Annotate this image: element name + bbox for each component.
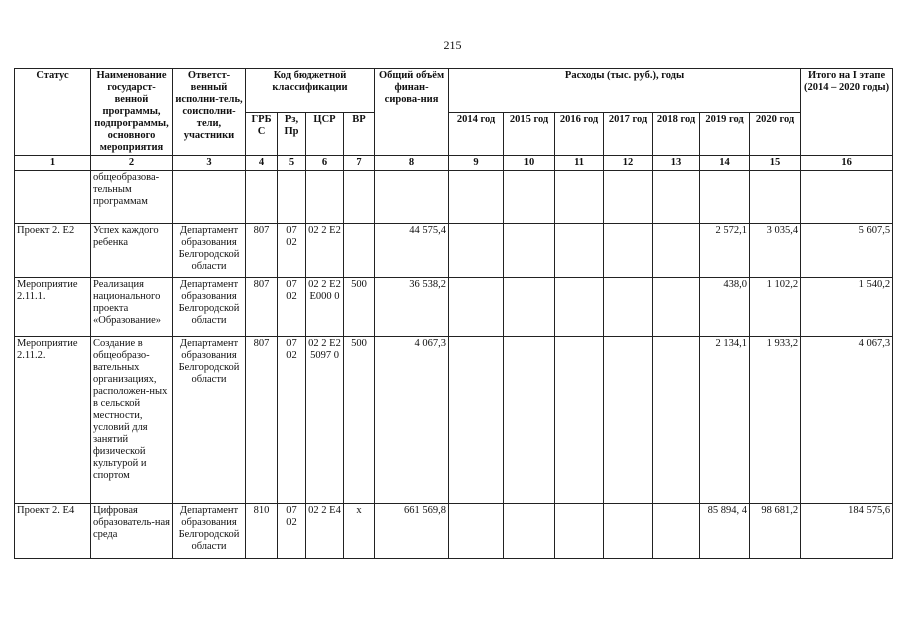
column-number: 6 (306, 156, 344, 171)
header-year: 2020 год (750, 112, 801, 156)
cell-rz-pr: 07 02 (278, 224, 306, 278)
cell-csr: 02 2 Е2 Е000 0 (306, 278, 344, 337)
column-number: 16 (801, 156, 893, 171)
cell-csr: 02 2 Е4 (306, 504, 344, 559)
header-stage-total: Итого на I этапе (2014 – 2020 годы) (801, 69, 893, 156)
cell-name: Создание в общеобразо-вательных организациях, расположен-ных в сельской местности, условий для занятий физической культурой и спортом (91, 337, 173, 504)
cell-2017 (604, 504, 653, 559)
cell-2018 (653, 224, 700, 278)
column-number: 11 (555, 156, 604, 171)
header-total: Общий объём финан-сирова-ния (375, 69, 449, 156)
cell-2017 (604, 224, 653, 278)
column-number: 2 (91, 156, 173, 171)
cell-2020: 1 933,2 (750, 337, 801, 504)
column-number: 1 (15, 156, 91, 171)
table-row-project-e2 (15, 224, 893, 278)
header-year: 2019 год (700, 112, 750, 156)
header-name: Наименование государст-венной программы, подпрограммы, основного мероприятия (91, 69, 173, 156)
cell-total: 661 569,8 (375, 504, 449, 559)
header-row-1 (15, 69, 893, 113)
cell-csr: 02 2 Е2 (306, 224, 344, 278)
cell-2019: 2 572,1 (700, 224, 750, 278)
cell-grbs: 810 (246, 504, 278, 559)
cell-name: Успех каждого ребенка (91, 224, 173, 278)
header-vr: ВР (344, 112, 375, 156)
cell-status: Проект 2. Е4 (15, 504, 91, 559)
cell-2017 (604, 278, 653, 337)
cell-2020: 98 681,2 (750, 504, 801, 559)
cell-status: Проект 2. Е2 (15, 224, 91, 278)
cell-rz-pr: 07 02 (278, 337, 306, 504)
cell-grbs: 807 (246, 224, 278, 278)
cell-2019 (700, 171, 750, 224)
cell-2020: 1 102,2 (750, 278, 801, 337)
cell-total (375, 171, 449, 224)
header-year: 2015 год (504, 112, 555, 156)
cell-2019: 438,0 (700, 278, 750, 337)
column-number: 5 (278, 156, 306, 171)
header-year: 2018 год (653, 112, 700, 156)
cell-csr (306, 171, 344, 224)
header-grbs: ГРБ С (246, 112, 278, 156)
cell-status (15, 171, 91, 224)
cell-vr: 500 (344, 278, 375, 337)
header-rz-pr: Рз, Пр (278, 112, 306, 156)
table-row-measure-2-11-1 (15, 278, 893, 337)
table-row-measure-2-11-2 (15, 337, 893, 504)
cell-2020: 3 035,4 (750, 224, 801, 278)
cell-2018 (653, 504, 700, 559)
cell-2016 (555, 171, 604, 224)
page-number: 215 (443, 38, 462, 52)
header-executor: Ответст-венный исполни-тель, соисполни-тели, участники (173, 69, 246, 156)
header-expenses: Расходы (тыс. руб.), годы (449, 69, 801, 113)
cell-executor (173, 171, 246, 224)
cell-2015 (504, 504, 555, 559)
column-number: 7 (344, 156, 375, 171)
cell-2014 (449, 171, 504, 224)
cell-vr: х (344, 504, 375, 559)
cell-2015 (504, 337, 555, 504)
cell-rz-pr (278, 171, 306, 224)
cell-vr: 500 (344, 337, 375, 504)
cell-rz-pr: 07 02 (278, 504, 306, 559)
cell-total: 4 067,3 (375, 337, 449, 504)
cell-2016 (555, 224, 604, 278)
cell-2016 (555, 504, 604, 559)
cell-2015 (504, 278, 555, 337)
cell-stage-total: 184 575,6 (801, 504, 893, 559)
cell-executor: Департамент образования Белгородской области (173, 224, 246, 278)
table-row-project-e4 (15, 504, 893, 559)
cell-2017 (604, 171, 653, 224)
column-number: 8 (375, 156, 449, 171)
column-number: 13 (653, 156, 700, 171)
column-number: 9 (449, 156, 504, 171)
column-number: 15 (750, 156, 801, 171)
cell-2018 (653, 171, 700, 224)
header-year: 2014 год (449, 112, 504, 156)
cell-status: Мероприятие 2.11.2. (15, 337, 91, 504)
cell-name: общеобразова-тельным программам (91, 171, 173, 224)
column-number: 3 (173, 156, 246, 171)
cell-csr: 02 2 Е2 5097 0 (306, 337, 344, 504)
cell-executor: Департамент образования Белгородской области (173, 278, 246, 337)
header-year: 2016 год (555, 112, 604, 156)
column-number-row (15, 156, 893, 171)
cell-grbs: 807 (246, 278, 278, 337)
cell-2019: 85 894, 4 (700, 504, 750, 559)
cell-2015 (504, 171, 555, 224)
cell-total: 44 575,4 (375, 224, 449, 278)
cell-2018 (653, 278, 700, 337)
cell-2019: 2 134,1 (700, 337, 750, 504)
header-csr: ЦСР (306, 112, 344, 156)
cell-2016 (555, 278, 604, 337)
cell-vr (344, 224, 375, 278)
cell-2014 (449, 504, 504, 559)
cell-2015 (504, 224, 555, 278)
cell-vr (344, 171, 375, 224)
cell-2014 (449, 224, 504, 278)
cell-name: Реализация национального проекта «Образование» (91, 278, 173, 337)
cell-2020 (750, 171, 801, 224)
header-year: 2017 год (604, 112, 653, 156)
column-number: 14 (700, 156, 750, 171)
cell-name: Цифровая образователь-ная среда (91, 504, 173, 559)
cell-2018 (653, 337, 700, 504)
cell-stage-total: 5 607,5 (801, 224, 893, 278)
cell-stage-total (801, 171, 893, 224)
cell-executor: Департамент образования Белгородской области (173, 504, 246, 559)
column-number: 10 (504, 156, 555, 171)
cell-stage-total: 4 067,3 (801, 337, 893, 504)
table-row-continuation (15, 171, 893, 224)
cell-grbs: 807 (246, 337, 278, 504)
column-number: 12 (604, 156, 653, 171)
cell-executor: Департамент образования Белгородской области (173, 337, 246, 504)
cell-total: 36 538,2 (375, 278, 449, 337)
cell-2017 (604, 337, 653, 504)
budget-table (14, 68, 893, 559)
cell-status: Мероприятие 2.11.1. (15, 278, 91, 337)
cell-2014 (449, 278, 504, 337)
header-status: Статус (15, 69, 91, 156)
cell-stage-total: 1 540,2 (801, 278, 893, 337)
header-budget-code: Код бюджетной классификации (246, 69, 375, 113)
cell-2014 (449, 337, 504, 504)
cell-2016 (555, 337, 604, 504)
column-number: 4 (246, 156, 278, 171)
cell-grbs (246, 171, 278, 224)
cell-rz-pr: 07 02 (278, 278, 306, 337)
